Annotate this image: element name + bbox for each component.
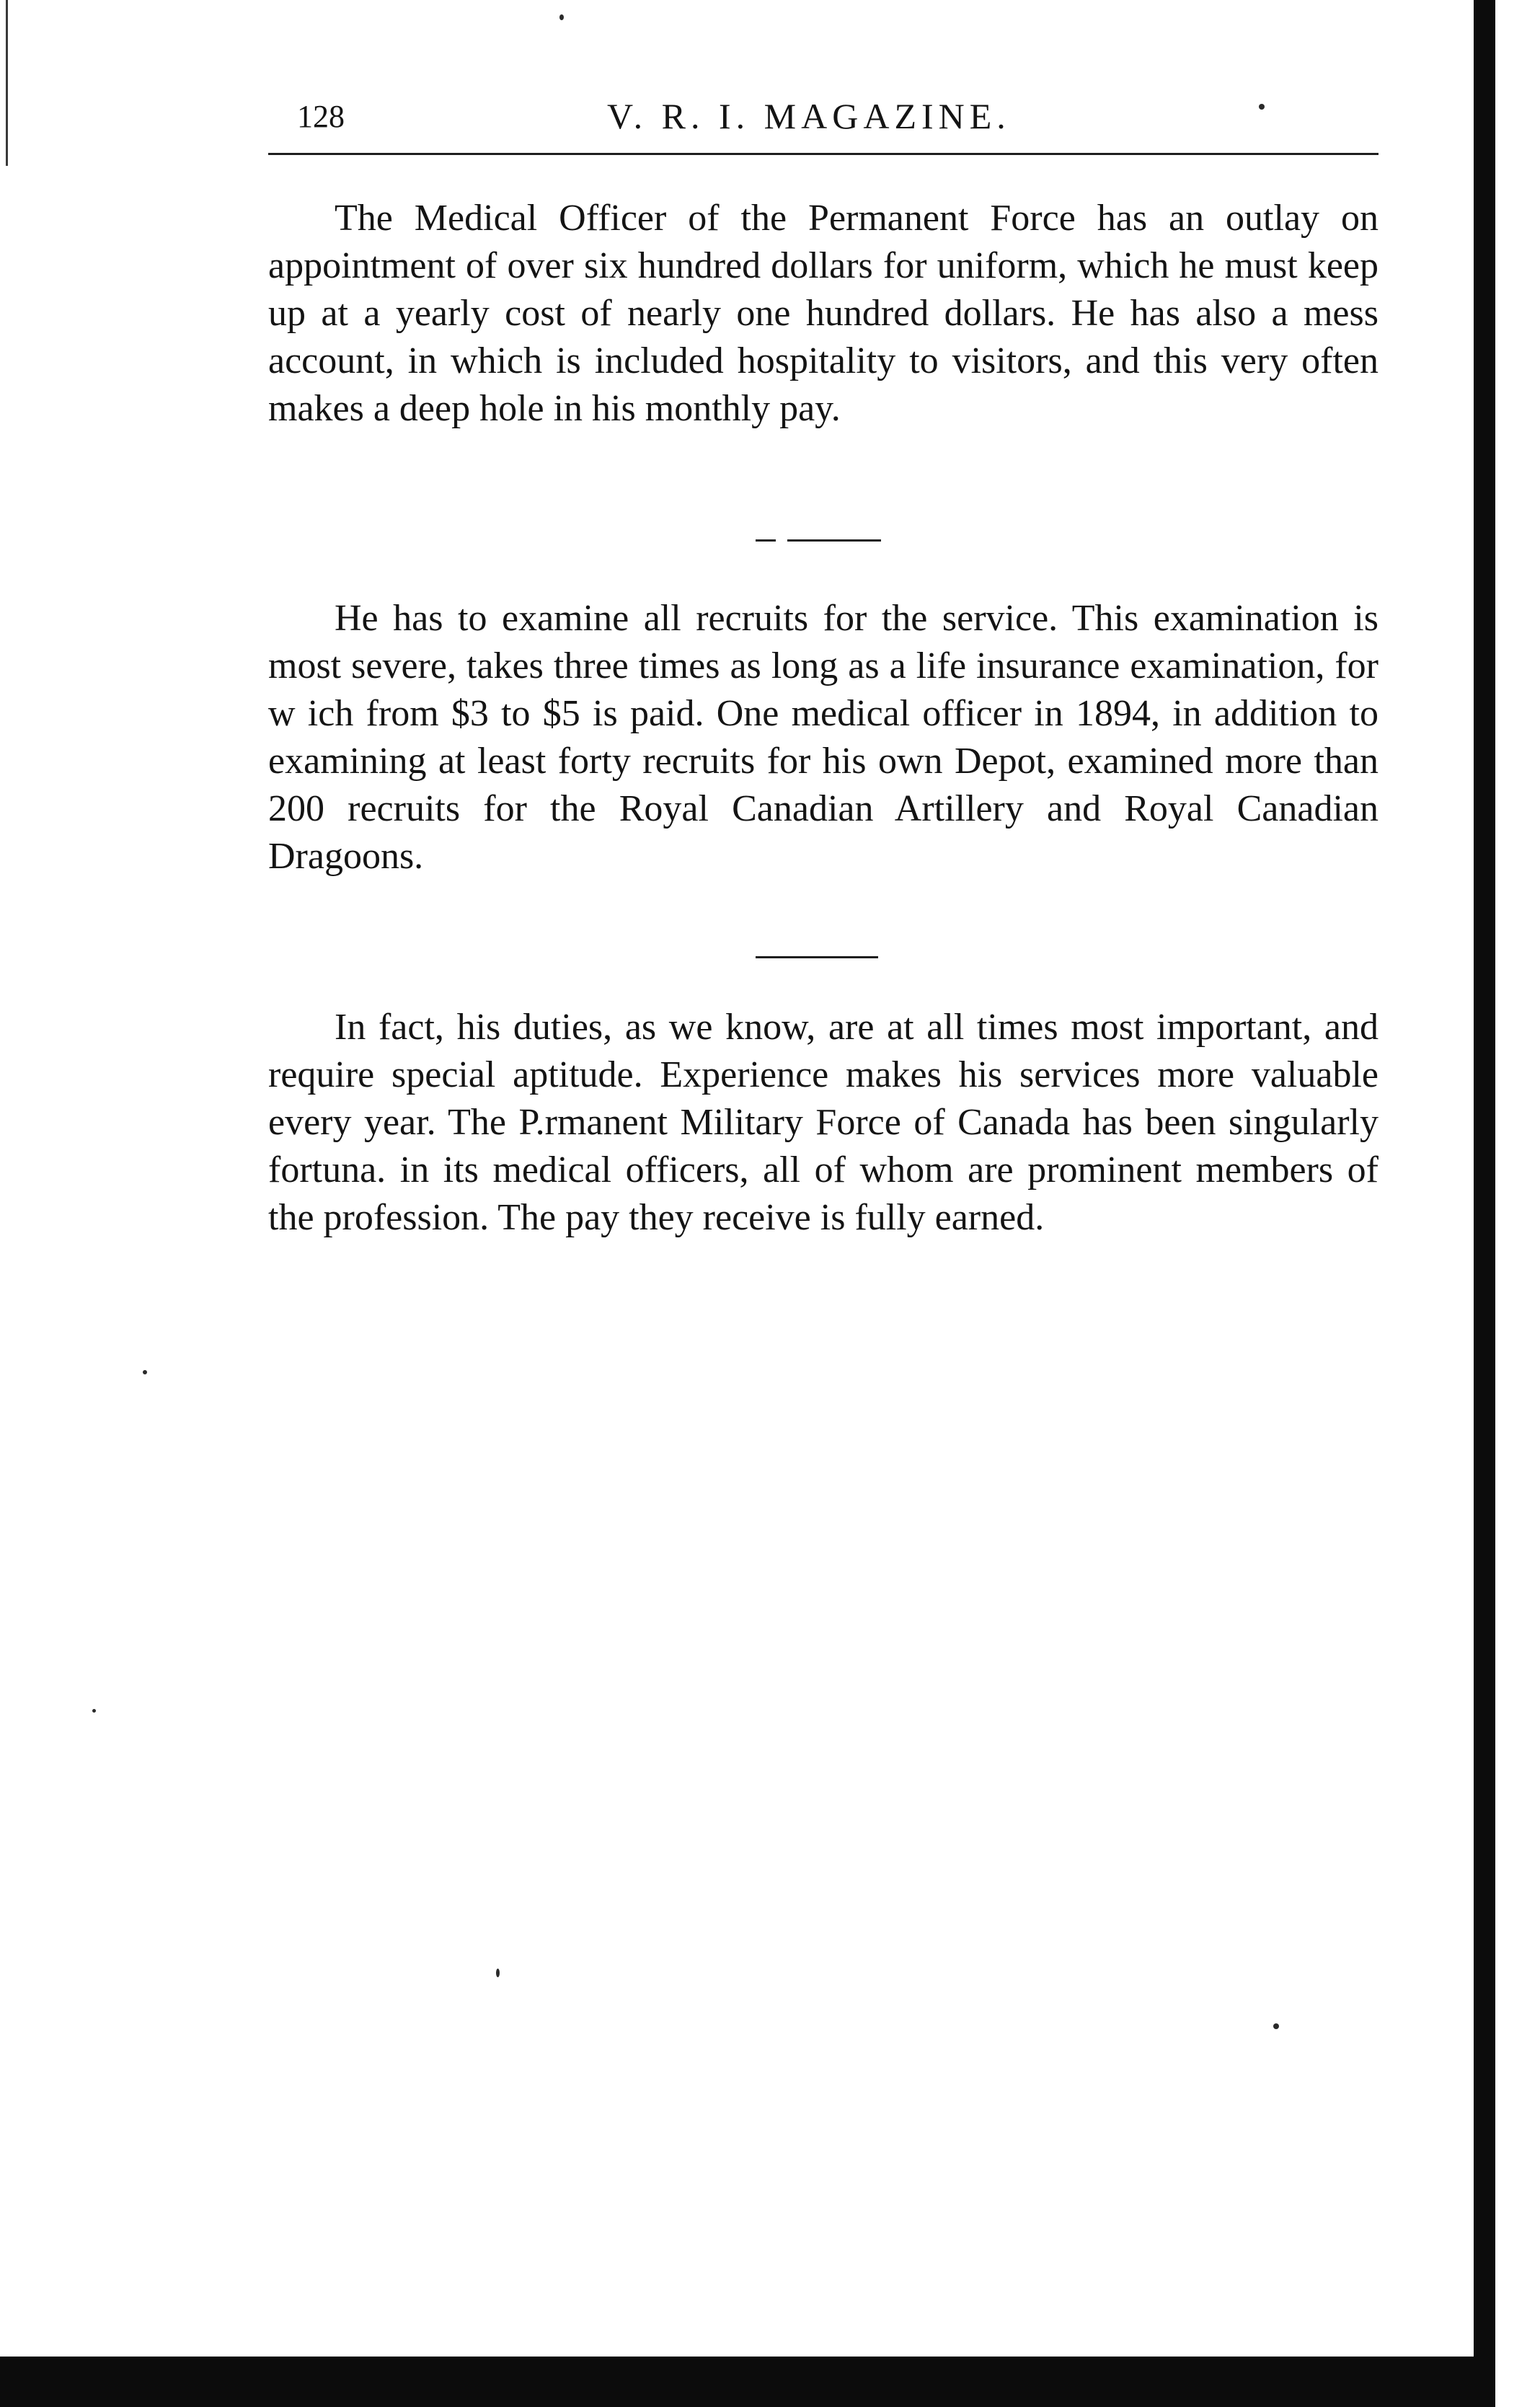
- section-divider-dash: [756, 539, 776, 542]
- journal-title: V. R. I. MAGAZINE.: [607, 96, 1011, 136]
- section-divider: [787, 539, 881, 542]
- scan-left-edge: [6, 0, 8, 166]
- running-head: [268, 92, 1379, 150]
- page-number: 128: [297, 99, 345, 134]
- paragraph-recruit-examinations: He has to examine all recruits for the service. This examination is most severe, takes three times as long as a life insurance examination, for w ich from $3 to $5 is paid. One medical officer in 1894, in addition to examining at least forty recruits for his own Depot, examined more than 200 recruits for the Royal Canadian Artillery and Royal Canadian Dragoons.: [268, 598, 1379, 877]
- paragraph-uniform-costs: The Medical Officer of the Permanent Force has an outlay on appointment of over six hundred dollars for uniform, which he must keep up at a yearly cost of nearly one hundred dollars. He has also a mess account, in which is included hospitality to visitors, and this very often makes a deep hole in his monthly pay.: [268, 198, 1379, 429]
- paragraph-duties: In fact, his duties, as we know, are at all times most important, and require special aptitude. Experience makes his services more valuable every year. The P.rmanent Military Force of Canada has been singularly fortuna. in its medical officers, all of whom are prominent members of the profession. The pay they receive is fully earned.: [268, 1007, 1379, 1238]
- scan-right-edge: [1474, 0, 1495, 2407]
- scan-speck: [1259, 104, 1265, 110]
- scan-speck: [496, 1969, 500, 1977]
- scan-speck: [559, 14, 564, 20]
- scan-speck: [143, 1370, 147, 1374]
- section-divider: [756, 956, 878, 958]
- scan-bottom-edge: [0, 2357, 1495, 2407]
- scan-speck: [1273, 2023, 1279, 2029]
- scan-speck: [92, 1709, 96, 1713]
- header-rule: [268, 153, 1379, 155]
